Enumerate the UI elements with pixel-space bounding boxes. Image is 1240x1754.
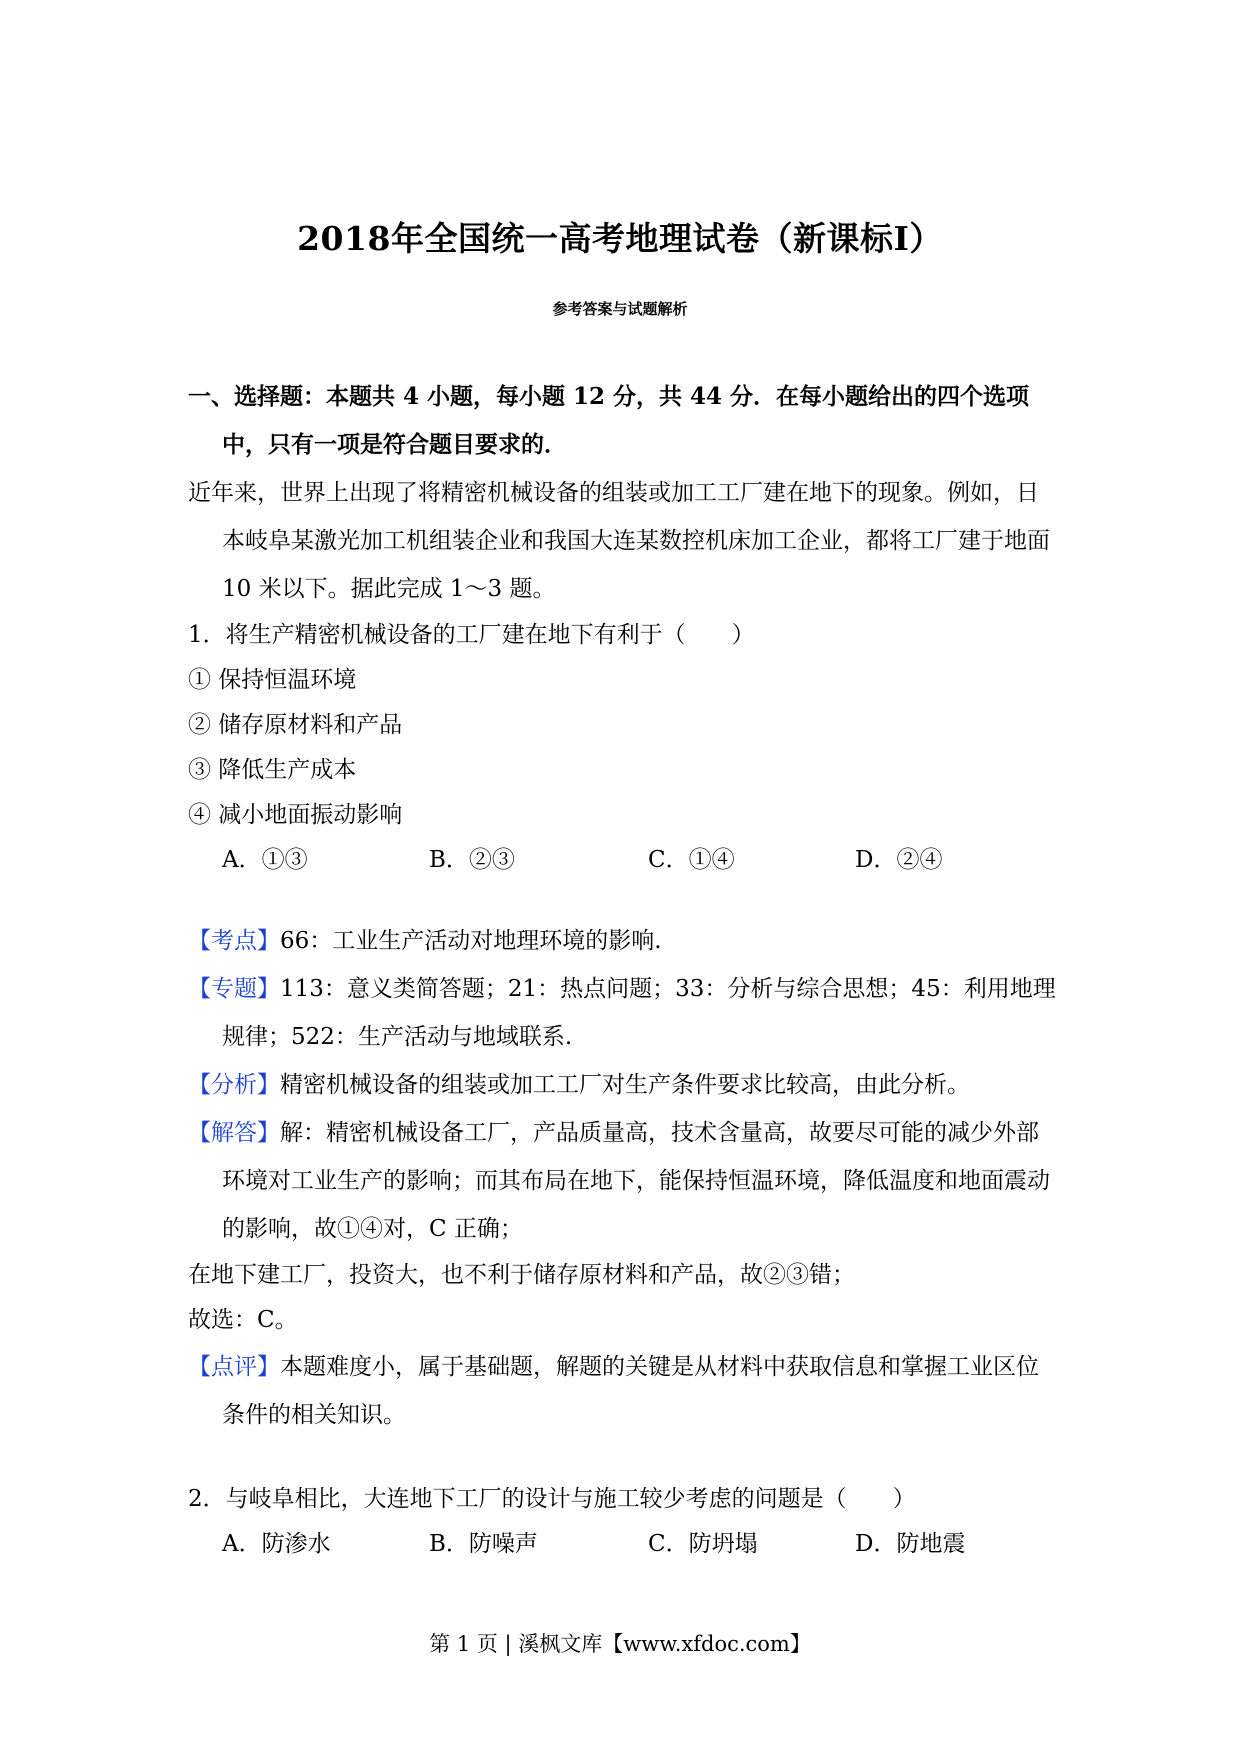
section-heading: 一、选择题：本题共 4 小题，每小题 12 分，共 44 分．在每小题给出的四个选项中，只有一项是符合题目要求的． (188, 383, 1030, 458)
kaodian-paragraph (188, 917, 1058, 965)
dianping-paragraph (188, 1343, 1058, 1439)
document-body (188, 373, 1058, 1567)
question-2-option-b: B．防噪声 (429, 1531, 538, 1557)
fenxi-paragraph (188, 1061, 1058, 1109)
question-2-option-d: D．防地震 (855, 1531, 966, 1557)
question-1-option-a: A．①③ (222, 847, 308, 873)
intro-paragraph: 近年来，世界上出现了将精密机械设备的组装或加工工厂建在地下的现象。例如，日本岐阜某激光加工机组装企业和我国大连某数控机床加工企业，都将工厂建于地面 10 米以下。据此完成 1～3 题。 (188, 480, 1050, 602)
zhuanti-text: 113：意义类简答题；21：热点问题；33：分析与综合思想；45：利用地理规律；522：生产活动与地域联系. (222, 976, 1056, 1050)
jieda-continued: 在地下建工厂，投资大，也不利于储存原材料和产品，故②③错； (188, 1262, 855, 1288)
question-1-stem: 1．将生产精密机械设备的工厂建在地下有利于（ ） (188, 622, 755, 648)
page-subtitle: 参考答案与试题解析 (552, 300, 688, 318)
question-1-item-3: ③ 降低生产成本 (188, 757, 357, 783)
zhuanti-paragraph (188, 965, 1058, 1061)
jieda-paragraph (188, 1109, 1058, 1253)
question-1-options (188, 838, 1058, 883)
question-1-option-c: C．①④ (648, 847, 735, 873)
jieda-text: 解：精密机械设备工厂，产品质量高，技术含量高，故要尽可能的减少外部环境对工业生产的影响；而其布局在地下，能保持恒温环境，降低温度和地面震动的影响，故①④对，C 正确； (222, 1120, 1050, 1242)
kaodian-label: 【考点】 (188, 928, 280, 954)
question-2-option-c: C．防坍塌 (648, 1531, 758, 1557)
question-2-stem: 2．与岐阜相比，大连地下工厂的设计与施工较少考虑的问题是（ ） (188, 1486, 916, 1512)
question-1-option-b: B．②③ (429, 847, 515, 873)
fenxi-text: 精密机械设备的组装或加工工厂对生产条件要求比较高，由此分析。 (280, 1072, 970, 1098)
page-footer: 第 1 页 | 溪枫文库【www.xfdoc.com】 (429, 1632, 811, 1656)
zhuanti-label: 【专题】 (188, 976, 280, 1002)
dianping-label: 【点评】 (188, 1354, 280, 1380)
question-1-item-2: ② 储存原材料和产品 (188, 712, 403, 738)
fenxi-label: 【分析】 (188, 1072, 280, 1098)
kaodian-text: 66：工业生产活动对地理环境的影响. (280, 928, 662, 954)
page-title: 2018年全国统一高考地理试卷（新课标Ⅰ） (297, 219, 943, 258)
question-1-item-1: ① 保持恒温环境 (188, 667, 357, 693)
dianping-text: 本题难度小，属于基础题，解题的关键是从材料中获取信息和掌握工业区位条件的相关知识。 (222, 1354, 1039, 1428)
question-2-options (188, 1522, 1058, 1567)
question-2-option-a: A．防渗水 (222, 1531, 331, 1557)
question-1-item-4: ④ 减小地面振动影响 (188, 802, 403, 828)
jieda-label: 【解答】 (188, 1120, 280, 1146)
question-1-option-d: D．②④ (855, 847, 943, 873)
answer-line: 故选：C。 (188, 1307, 298, 1333)
